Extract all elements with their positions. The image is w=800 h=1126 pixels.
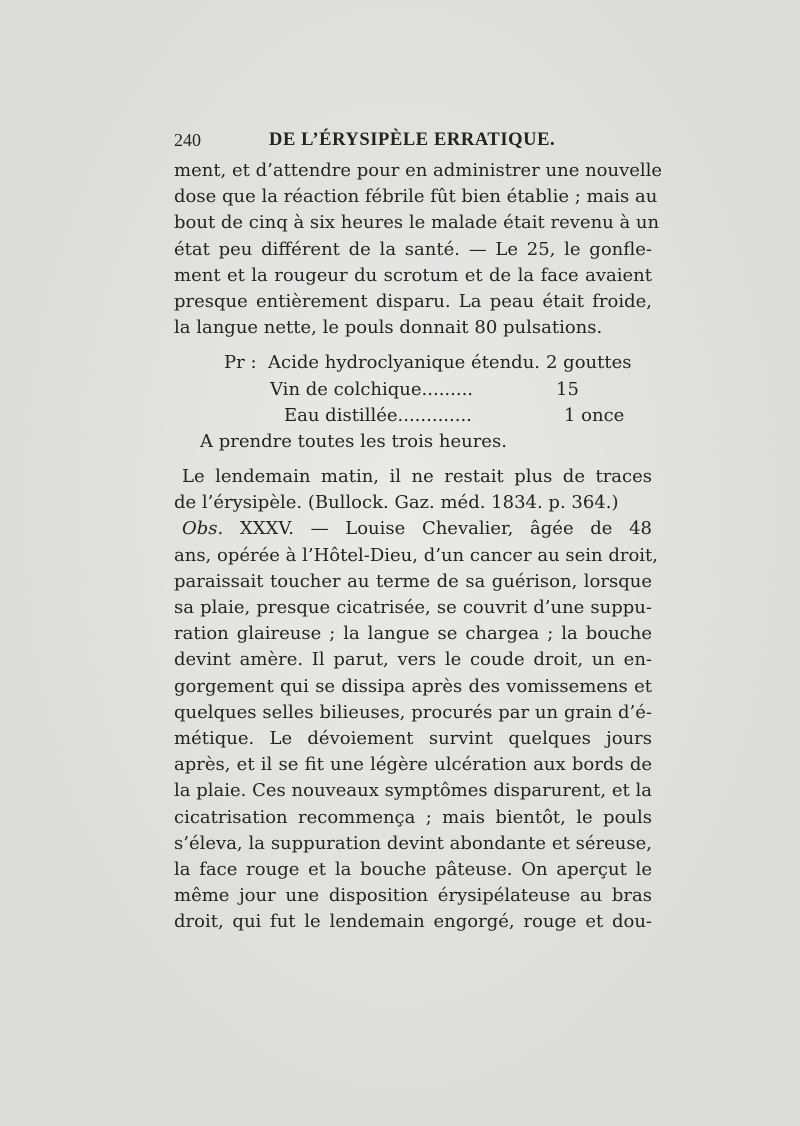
paragraph-continuation [174, 158, 663, 341]
text-line: s’éleva, la suppuration devint abondante et séreuse, [174, 832, 652, 854]
text-line: même jour une disposition érysipélateuse au bras [174, 885, 652, 907]
prescription-instruction: A prendre toutes les trois heures. [200, 430, 507, 452]
text-line: Le lendemain matin, il ne restait plus de traces [182, 466, 652, 488]
text-line: la plaie. Ces nouveaux symptômes disparurent, et la [174, 780, 652, 802]
text-line: droit, qui fut le lendemain engorgé, rouge et dou- [174, 911, 652, 933]
text-line: ans, opérée à l’Hôtel-Dieu, d’un cancer au sein droit, [174, 544, 659, 566]
page-number: 240 [174, 130, 201, 150]
prescription-item [174, 377, 652, 403]
page-header [174, 130, 652, 158]
text-line: devint amère. Il parut, vers le coude droit, un en- [174, 649, 652, 671]
text-line: cicatrisation recommença ; mais bientôt, le pouls [174, 806, 652, 828]
text-line: ration glaireuse ; la langue se chargea ; la bouche [174, 623, 652, 645]
prescription-item-name: Vin de colchique......... [270, 378, 474, 400]
text-line: dose que la réaction fébrile fût bien établie ; mais au [174, 186, 658, 208]
text-line: ment, et d’attendre pour en administrer une nouvelle [174, 160, 663, 181]
text-line: état peu différent de la santé. — Le 25, le gonfle- [174, 238, 652, 260]
text-block [174, 130, 663, 935]
observation-paragraph [174, 516, 659, 935]
text-line: quelques selles bilieuses, procurés par un grain d’é- [174, 701, 652, 723]
prescription-item-name: Acide hydroclyanique étendu. [268, 352, 541, 374]
prescription-item-name: Eau distillée............. [284, 404, 472, 426]
running-title: DE L’ÉRYSIPÈLE ERRATIQUE. [269, 130, 556, 150]
text-line: paraissait toucher au terme de sa guérison, lorsque [174, 570, 652, 592]
prescription-prefix: Pr : [224, 352, 257, 374]
observation-label: Obs. [182, 518, 224, 540]
text-line: après, et il se fit une légère ulcération aux bords de [174, 754, 652, 776]
prescription-item [174, 350, 652, 376]
text-line: sa plaie, presque cicatrisée, se couvrit d’une suppu- [174, 597, 652, 618]
text-line: la langue nette, le pouls donnait 80 pulsations. [174, 317, 603, 339]
paragraph-reference [174, 464, 652, 516]
prescription [174, 350, 652, 455]
text-line: métique. Le dévoiement survint quelques jours [174, 727, 652, 749]
observation-heading-text: XXXV. — Louise Chevalier, âgée de 48 [223, 518, 652, 540]
prescription-item-quantity: 15 [556, 378, 579, 400]
prescription-item-quantity: 2 gouttes [546, 352, 632, 374]
text-line: la face rouge et la bouche pâteuse. On aperçut le [174, 858, 652, 880]
text-line: ment et la rougeur du scrotum et de la face avaient [174, 264, 652, 286]
text-line: presque entièrement disparu. La peau était froide, [174, 290, 652, 312]
text-line: de l’érysipèle. (Bullock. Gaz. méd. 1834. p. 364.) [174, 492, 619, 514]
text-line: bout de cinq à six heures le malade était revenu à un [174, 212, 660, 234]
prescription-item [174, 403, 652, 429]
observation-heading-line [174, 516, 652, 542]
text-line: gorgement qui se dissipa après des vomissemens et [174, 675, 652, 697]
prescription-item-quantity: 1 once [564, 404, 625, 426]
